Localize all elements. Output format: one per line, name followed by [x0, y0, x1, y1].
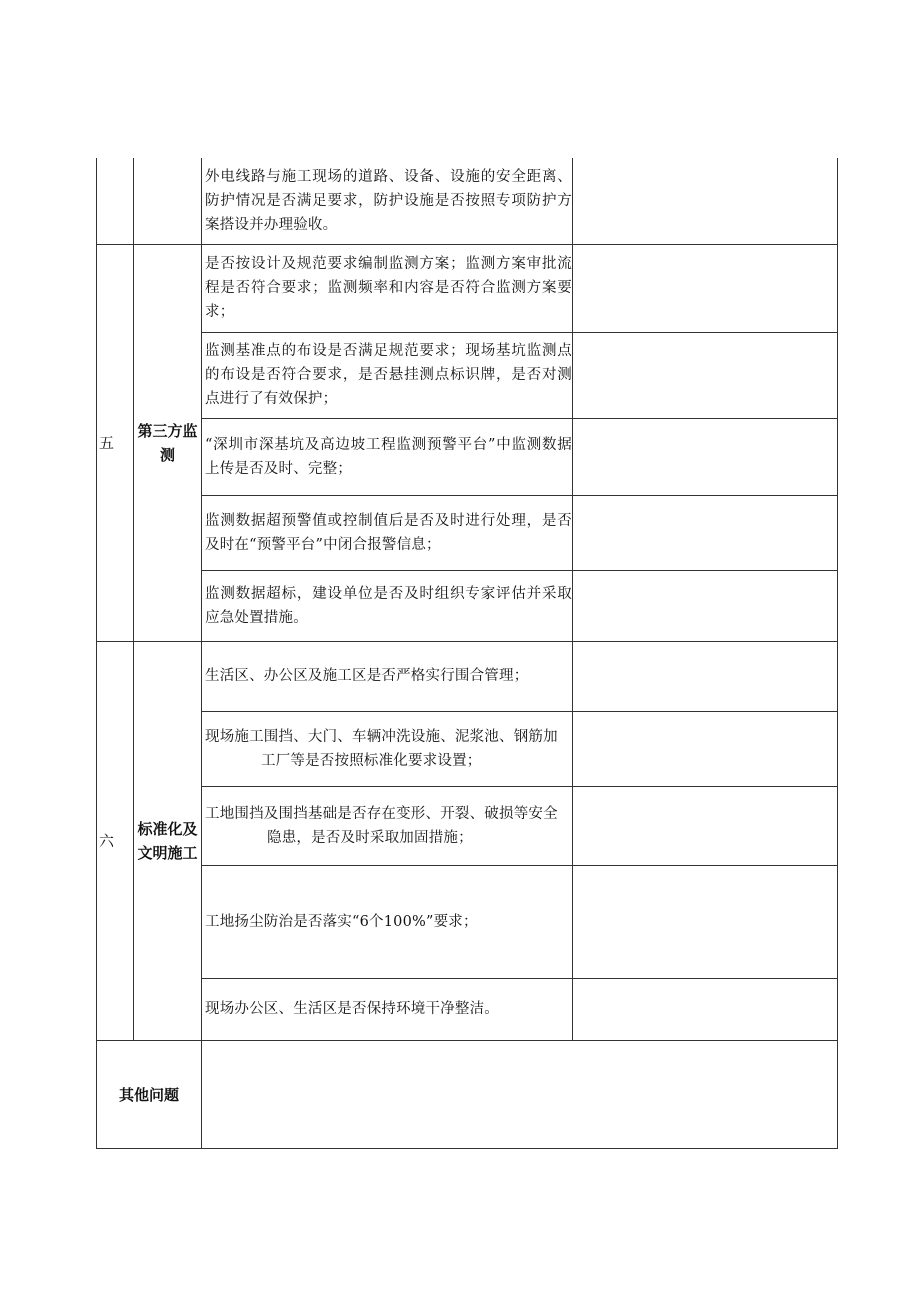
check-item: 监测数据超预警值或控制值后是否及时进行处理，是否及时在“预警平台”中闭合报警信息；: [202, 495, 573, 570]
table-row: [97, 711, 838, 786]
item-line: 隐患，是否及时采取加固措施；: [267, 829, 473, 846]
item-line: 工地扬尘防治是否落实“6个100%”要求；: [205, 913, 478, 930]
result-cell[interactable]: [573, 786, 838, 865]
number-cell: [97, 158, 134, 244]
item-line: 现场施工围挡、大门、车辆冲洗设施、泥浆池、钢筋加: [205, 728, 558, 745]
result-cell[interactable]: [573, 978, 838, 1040]
table-row: [97, 786, 838, 865]
check-item: [202, 865, 573, 978]
result-cell[interactable]: [573, 332, 838, 418]
table-row: [97, 570, 838, 641]
result-cell[interactable]: [573, 244, 838, 332]
table-row: [97, 865, 838, 978]
category-line: 文明施工: [137, 843, 198, 862]
item-line: 工厂等是否按照标准化要求设置；: [261, 752, 482, 769]
item-line: 工地围挡及围挡基础是否存在变形、开裂、破损等安全: [205, 805, 558, 822]
result-cell[interactable]: [573, 570, 838, 641]
section-number-5: 五: [97, 244, 134, 641]
result-cell[interactable]: [573, 418, 838, 495]
check-item: 外电线路与施工现场的道路、设备、设施的安全距离、防护情况是否满足要求，防护设施是否按照专项防护方案搭设并办理验收。: [202, 158, 573, 244]
other-issues-label: 其他问题: [97, 1040, 202, 1148]
section-category-5: [134, 244, 202, 641]
category-line: 第三方监: [137, 421, 198, 440]
result-cell[interactable]: [573, 495, 838, 570]
category-line: 测: [159, 445, 175, 464]
result-cell[interactable]: [573, 641, 838, 711]
check-item: [202, 978, 573, 1040]
result-cell[interactable]: [573, 158, 838, 244]
table-row: [97, 244, 838, 332]
item-line: 生活区、办公区及施工区是否严格实行围合管理；: [205, 668, 529, 684]
table-row: [97, 332, 838, 418]
check-item: [202, 711, 573, 786]
check-item: “深圳市深基坑及高边坡工程监测预警平台”中监测数据上传是否及时、完整；: [202, 418, 573, 495]
check-item: [202, 786, 573, 865]
other-issues-input[interactable]: [202, 1040, 838, 1148]
check-item: 监测数据超标，建设单位是否及时组织专家评估并采取应急处置措施。: [202, 570, 573, 641]
category-line: 标准化及: [137, 819, 198, 838]
table-row: [97, 1040, 838, 1148]
check-item: [202, 641, 573, 711]
table-row: [97, 978, 838, 1040]
result-cell[interactable]: [573, 711, 838, 786]
section-category-6: [134, 641, 202, 1040]
category-cell: [134, 158, 202, 244]
result-cell[interactable]: [573, 865, 838, 978]
item-line: 现场办公区、生活区是否保持环境干净整洁。: [205, 1001, 499, 1017]
check-item: 监测基准点的布设是否满足规范要求；现场基坑监测点的布设是否符合要求，是否悬挂测点标识牌，是否对测点进行了有效保护；: [202, 332, 573, 418]
section-number-6: 六: [97, 641, 134, 1040]
check-item: 是否按设计及规范要求编制监测方案；监测方案审批流程是否符合要求；监测频率和内容是否符合监测方案要求；: [202, 244, 573, 332]
table-row: [97, 158, 838, 244]
inspection-table: [96, 158, 838, 1149]
table-row: [97, 495, 838, 570]
table-row: [97, 641, 838, 711]
table-row: [97, 418, 838, 495]
